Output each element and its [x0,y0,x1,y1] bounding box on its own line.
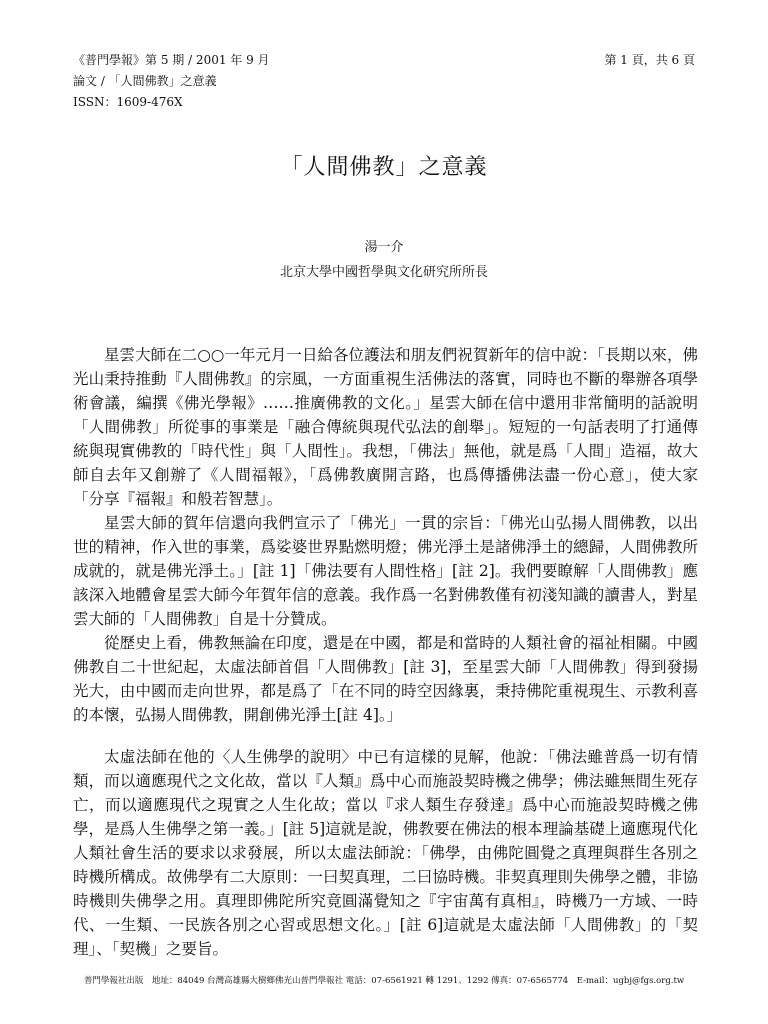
paragraph-3: 從歷史上看，佛教無論在印度，還是在中國，都是和當時的人類社會的福祉相關。中國佛教自二十世紀起，太虛法師首倡「人間佛教」[註 3]，至星雲大師「人間佛教」得到發揚光大，由中國而走向世界，都是爲了「在不同的時空因緣裏，秉持佛陀重視現生、示教利喜的本懷，弘揚人間佛教，開創佛光淨土[註 4]。」 [73,634,698,724]
article-title: 「人間佛教」之意義 [280,155,488,180]
issn: ISSN：1609-476X [73,95,183,109]
author: 湯一介 [364,240,404,255]
page-number: 第 1 頁，共 6 頁 [604,53,695,67]
footer-contact: 普門學報社出版 地址：84049 台灣高雄縣大樹鄉佛光山普門學報社 電話：07-6561921 轉 1291、1292 傳真：07-6565774 E-mail：ugbj@fgs.org.tw [83,976,685,986]
paragraph-1: 星雲大師在二○○一年元月一日給各位護法和朋友們祝賀新年的信中說：「長期以來，佛光山秉持推動『人間佛教』的宗風，一方面重視生活佛法的落實，同時也不斷的舉辦各項學術會議，編撰《佛光學報》……推廣佛教的文化。」星雲大師在信中還用非常簡明的話說明「人間佛教」所從事的事業是「融合傳統與現代弘法的創舉」。短短的一句話表明了打通傳統與現實佛教的「時代性」與「人間性」。我想，「佛法」無他，就是爲「人間」造福，故大師自去年又創辦了《人間福報》，「爲佛教廣開言路，也爲傳播佛法盡一份心意」，使大家「分享『福報』和般若智慧」。 [73,346,698,508]
paragraph-2: 星雲大師的賀年信還向我們宣示了「佛光」一貫的宗旨：「佛光山弘揚人間佛教，以出世的精神，作入世的事業，爲娑婆世界點燃明燈；佛光淨土是諸佛淨土的總歸，人間佛教所成就的，就是佛光淨土。」[註 1]「佛法要有人間性格」[註 2]。我們要瞭解「人間佛教」應該深入地體會星雲大師今年賀年信的意義。我作爲一名對佛教僅有初淺知識的讀書人，對星雲大師的「人間佛教」自是十分贊成。 [73,514,698,628]
journal-issue: 《普門學報》第 5 期 / 2001 年 9 月 [73,53,270,67]
affiliation: 北京大學中國哲學與文化研究所所長 [279,265,488,280]
section-label: 論文 / 「人間佛教」之意義 [73,74,217,88]
paragraph-4: 太虛法師在他的〈人生佛學的說明〉中已有這樣的見解，他說：「佛法雖普爲一切有情類，而以適應現代之文化故，當以『人類』爲中心而施設契時機之佛學；佛法雖無間生死存亡，而以適應現代之現實之人生化故；當以『求人類生存發達』爲中心而施設契時機之佛學，是爲人生佛學之第一義。」[註 5]這就是說，佛教要在佛法的根本理論基礎上適應現代化人類社會生活的要求以求發展，所以太虛法師說：「佛學，由佛陀圓覺之真理與群生各別之時機所構成。故佛學有二大原則：一曰契真理，二曰協時機。非契真理則失佛學之體，非協時機則失佛學之用。真理即佛陀所究竟圓滿覺知之『宇宙萬有真相』，時機乃一方域、一時代、一生類、一民族各別之心習或思想文化。」[註 6]這就是太虛法師「人間佛教」的「契理」、「契機」之要旨。 [73,748,698,958]
